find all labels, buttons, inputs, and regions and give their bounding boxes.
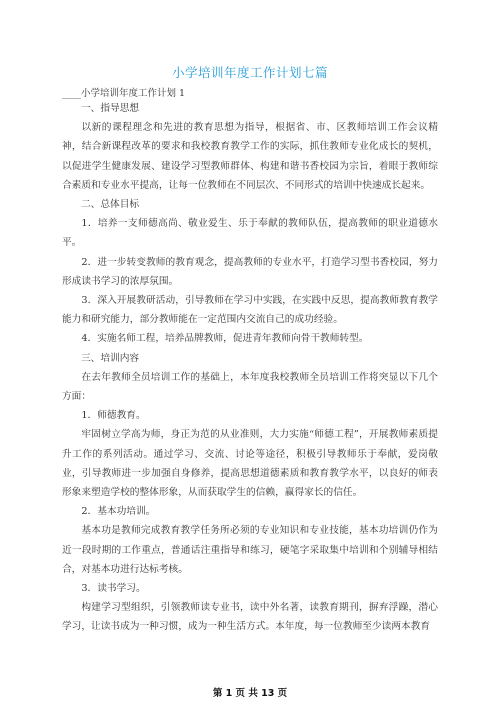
subsection-heading: 1．师德教育。 xyxy=(81,410,146,422)
paragraph: 以新的课程理念和先进的教育思想为指导，根据省、市、区教师培训工作会议精神，结合新课程改革的要求和我校教育教学工作的实际，抓住教师专业化成长的契机，以促进学生健康发展、建设学习型教师群体、构建和谐书香校园为宗旨，着眼于教师综合素质和专业水平提高，让每一位教师在不同层次、不同形式的培训中快速成长起来。 xyxy=(62,122,438,191)
subsection-heading: 2．基本功培训。 xyxy=(81,506,156,518)
paragraph: 基本功是教师完成教育教学任务所必须的专业知识和专业技能，基本功培训仍作为近一段时期的工作重点，普通话注重指导和练习，硬笔字采取集中培训和个别辅导相结合，对基本功进行达标考核。 xyxy=(62,525,438,575)
paragraph: 牢固树立学高为师，身正为范的从业准则，大力实施“师德工程”，开展教师素质提升工作的系列活动。通过学习、交流、讨论等途径，积极引导教师乐于奉献，爱岗敬业，引导教师进一步加强自身修养，提高思想道德素质和教育教学水平，以良好的师表形象来塑造学校的整体形象，从而获取学生的信赖，赢得家长的信任。 xyxy=(62,429,438,499)
paragraph: 3．深入开展教研活动，引导教师在学习中实践，在实践中反思，提高教师教育教学能力和研究能力，部分教师能在一定范围内交流自己的成功经验。 xyxy=(62,295,438,326)
paragraph: 4．实施名师工程，培养品牌教师，促进青年教师向骨干教师转型。 xyxy=(81,333,369,345)
document-subtitle: ____小学培训年度工作计划 1 xyxy=(62,88,186,99)
paragraph: 2．进一步转变教师的教育观念，提高教师的专业水平，打造学习型书香校园，努力形成读书学习的浓厚氛围。 xyxy=(62,256,438,287)
subsection-heading: 3．读书学习。 xyxy=(81,583,146,595)
document-title: 小学培训年度工作计划七篇 xyxy=(171,65,328,80)
page-number: 第 1 页 共 13 页 xyxy=(212,688,288,699)
paragraph: 1．培养一支师德高尚、敬业爱生、乐于奉献的教师队伍，提高教师的职业道德水平。 xyxy=(62,218,438,249)
section-heading: 二、总体目标 xyxy=(81,199,140,211)
document-body xyxy=(62,99,438,637)
paragraph: 构建学习型组织，引领教师读专业书，读中外名著，读教育期刊，摒弃浮躁，潜心学习，让读书成为一种习惯，成为一种生活方式。本年度，每一位教师至少读两本教育 xyxy=(62,602,438,633)
section-heading: 一、指导思想 xyxy=(81,103,140,114)
section-heading: 三、培训内容 xyxy=(81,352,140,364)
paragraph: 在去年教师全员培训工作的基础上，本年度我校教师全员培训工作将突显以下几个方面： xyxy=(62,371,438,403)
